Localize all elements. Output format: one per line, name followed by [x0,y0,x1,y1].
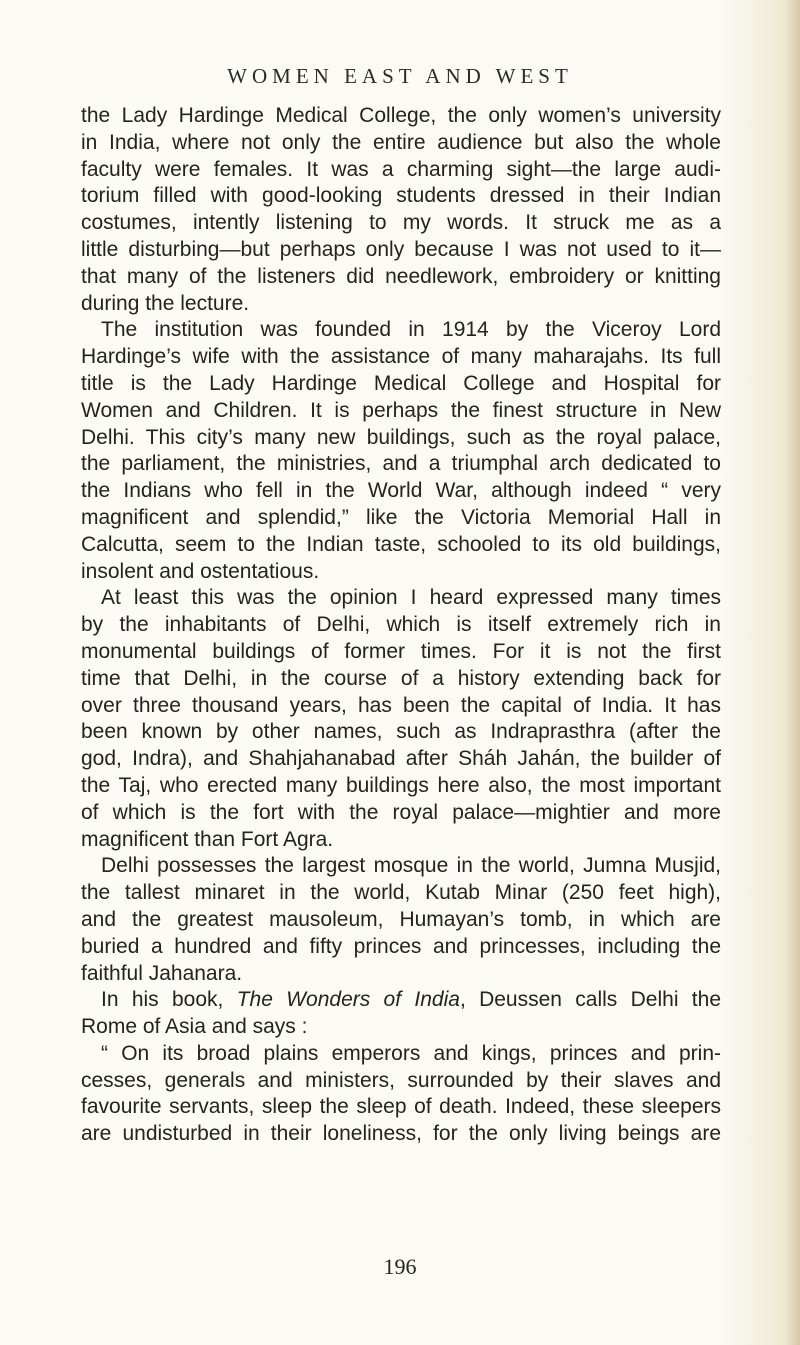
running-head: WOMEN EAST AND WEST [227,64,573,88]
text-line: are undisturbed in their loneliness, for the only living beings are [81,1122,721,1146]
book-reference-suffix: , Deussen calls Delhi the [459,988,721,1012]
text-line: the parliament, the ministries, and a triumphal arch dedicated to [81,452,721,476]
text-line: Women and Children. It is perhaps the finest structure in New [81,398,721,422]
text-line: faculty were females. It was a charming sight—the large audi- [81,157,721,181]
text-line: god, Indra), and Shahjahanabad after Sháh Jahán, the builder of [81,747,721,771]
paragraphs-before-quote [81,103,721,987]
text-line: magnificent than Fort Agra. [81,827,334,851]
text-line: over three thousand years, has been the capital of India. It has [81,693,721,717]
body-text [81,103,721,1148]
text-line: Delhi. This city’s many new buildings, such as the royal palace, [81,425,721,449]
text-line: cesses, generals and ministers, surrounded by their slaves and [81,1068,721,1092]
text-line: Calcutta, seem to the Indian taste, schooled to its old buildings, [81,532,721,556]
text-line: and the greatest mausoleum, Humayan’s tomb, in which are [81,907,721,931]
text-line: torium filled with good-looking students dressed in their Indian [81,184,721,208]
book-reference-prefix: In his book, [101,988,237,1012]
text-line: time that Delhi, in the course of a history extending back for [81,666,721,690]
text-line: Delhi possesses the largest mosque in the world, Jumna Musjid, [101,854,721,878]
text-line: The institution was founded in 1914 by the Viceroy Lord [101,318,721,342]
text-line: by the inhabitants of Delhi, which is itself extremely rich in [81,613,721,637]
text-line: costumes, intently listening to my words. It struck me as a [81,211,721,235]
text-line: Rome of Asia and says : [81,1015,308,1039]
page-number: 196 [383,1254,417,1279]
text-line: favourite servants, sleep the sleep of death. Indeed, these sleepers [81,1095,721,1119]
text-line: that many of the listeners did needlework, embroidery or knitting [81,264,721,288]
text-line: during the lecture. [81,291,250,315]
text-line: little disturbing—but perhaps only because I was not used to it— [81,237,721,261]
text-line: “ On its broad plains emperors and kings, princes and prin- [101,1041,721,1065]
paragraphs-after-reference [81,1014,721,1148]
page-edge-shadow [786,0,800,1345]
text-line: the Lady Hardinge Medical College, the only women’s university [81,104,721,127]
text-line: the tallest minaret in the world, Kutab Minar (250 feet high), [81,881,721,905]
text-line: Hardinge’s wife with the assistance of many maharajahs. Its full [81,345,721,369]
text-line: insolent and ostentatious. [81,559,320,583]
text-line: faithful Jahanara. [81,961,243,985]
text-line: in India, where not only the entire audience but also the whole [81,130,721,154]
text-line-book-reference [81,987,721,1014]
text-line: At least this was the opinion I heard expressed many times [101,586,721,610]
text-line: the Taj, who erected many buildings here also, the most important [81,773,721,797]
text-line: monumental buildings of former times. For it is not the first [81,639,721,663]
book-title: The Wonders of India [236,988,460,1012]
text-line: of which is the fort with the royal palace—mightier and more [81,800,721,824]
text-line: title is the Lady Hardinge Medical College and Hospital for [81,371,721,395]
text-line: been known by other names, such as Indraprasthra (after the [81,720,721,744]
text-line: buried a hundred and fifty princes and princesses, including the [81,934,721,958]
text-line: the Indians who fell in the World War, although indeed “ very [81,479,721,503]
text-line: magnificent and splendid,” like the Victoria Memorial Hall in [81,505,721,529]
